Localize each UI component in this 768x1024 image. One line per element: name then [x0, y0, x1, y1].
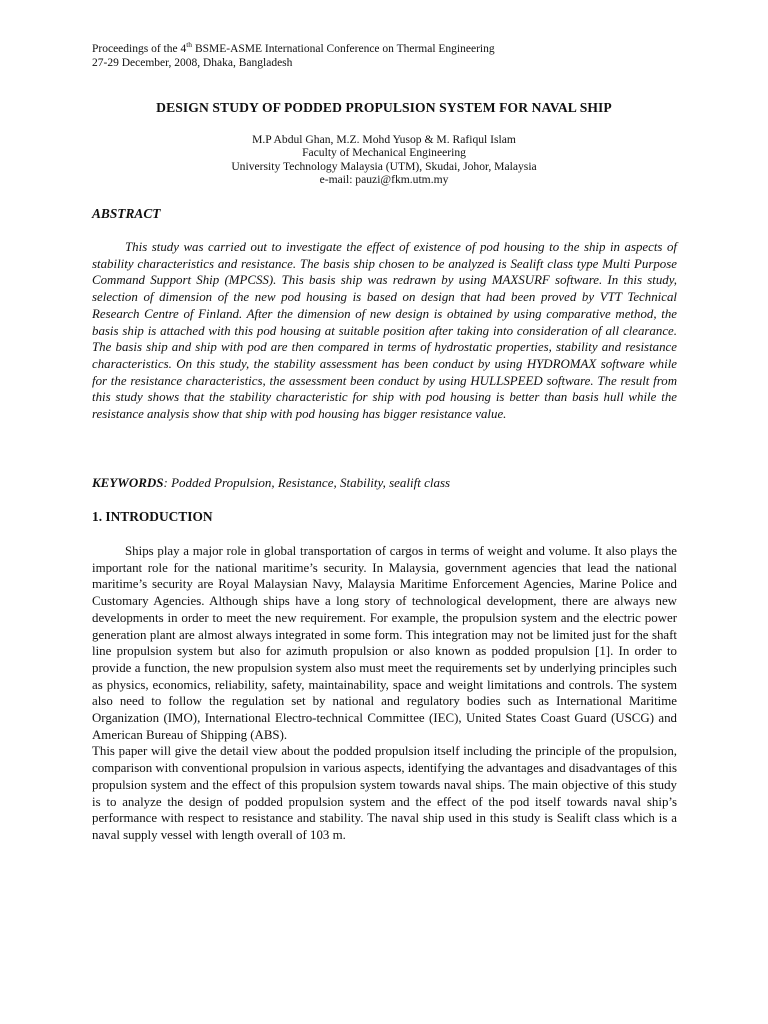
introduction-body [92, 543, 677, 844]
keywords-text: : Podded Propulsion, Resistance, Stability, sealift class [163, 475, 451, 490]
abstract-heading: ABSTRACT [92, 206, 161, 221]
proceedings-header [92, 42, 495, 70]
proceedings-prefix: Proceedings of the 4 [92, 43, 187, 55]
author-faculty: Faculty of Mechanical Engineering [302, 146, 466, 160]
introduction-paragraph-1: Ships play a major role in global transportation of cargos in terms of weight and volume. It also plays the important role for the national maritime’s security. In Malaysia, government agencies that lead the national maritime’s security are Royal Malaysian Navy, Malaysia Maritime Enforcement Agencies, Marine Police and Customary Agencies. Although ships have a long story of technological development, there are always new developments in order to meet the new requirement. For example, the propulsion system and the electric power generation plant are almost always integrated in some form. This integration may not be limited just for the shaft line propulsion system but also for azimuth propulsion or also known as podded propulsion [1]. In order to provide a function, the new propulsion system also must meet the requirements set by underlying principles such as physics, economics, reliability, safety, maintainability, space and weight limitations and controls. The system also need to follow the regulation set by national and regulatory bodies such as International Maritime Organization (IMO), International Electro-technical Committee (IEC), United States Coast Guard (USCG) and American Bureau of Shipping (ABS). [92, 544, 677, 742]
keywords-line [92, 475, 677, 491]
abstract-text: This study was carried out to investigate the effect of existence of pod housing to the ship in aspects of stability characteristics and resistance. The basis ship chosen to be analyzed is Sealift class type Multi Purpose Command Support Ship (MPCSS). This basis ship was redrawn by using MAXSURF software. In this study, selection of dimension of the new pod housing is based on design that had been proved by VTT Technical Research Centre of Finland. After the dimension of new design is obtained by using comparative method, the basis ship is attached with this pod housing at suitable position after taking into consideration of all clearance. The basis ship and ship with pod are then compared in terms of hydrostatic properties, stability and resistance characteristics. On this study, the stability assessment has been conduct by using HYDROMAX software while for the resistance characteristics, the assessment been conduct by using HULLSPEED software. The result from this study shows that the stability characteristic for ship with pod housing is better than basis hull while the resistance analysis show that ship with pod housing has bigger resistance value. [92, 240, 677, 422]
author-email: e-mail: pauzi@fkm.utm.my [319, 173, 449, 187]
proceedings-line-1 [92, 42, 495, 56]
conference-date-location: 27-29 December, 2008, Dhaka, Bangladesh [92, 57, 293, 69]
introduction-paragraph-2: This paper will give the detail view about the podded propulsion itself including the principle of the propulsion, comparison with conventional propulsion in various aspects, identifying the advantages and disadvantages of this propulsion system and the effect of this propulsion system towards naval ships. The main objective of this study is to analyze the design of podded propulsion system and the effect of the pod itself towards naval ship’s performance with respect to resistance and stability. The naval ship used in this study is Sealift class which is a naval supply vessel with length overall of 103 m. [92, 744, 677, 842]
author-university: University Technology Malaysia (UTM), Skudai, Johor, Malaysia [231, 159, 537, 173]
ordinal-superscript: th [186, 40, 193, 50]
introduction-heading: 1. INTRODUCTION [92, 509, 213, 524]
keywords-label: KEYWORDS [92, 475, 164, 490]
paper-title: DESIGN STUDY OF PODDED PROPULSION SYSTEM FOR NAVAL SHIP [156, 100, 612, 115]
author-names: M.P Abdul Ghan, M.Z. Mohd Yusop & M. Rafiqul Islam [252, 133, 516, 146]
author-block [0, 133, 768, 187]
conference-name: BSME-ASME International Conference on Thermal Engineering [192, 43, 495, 55]
